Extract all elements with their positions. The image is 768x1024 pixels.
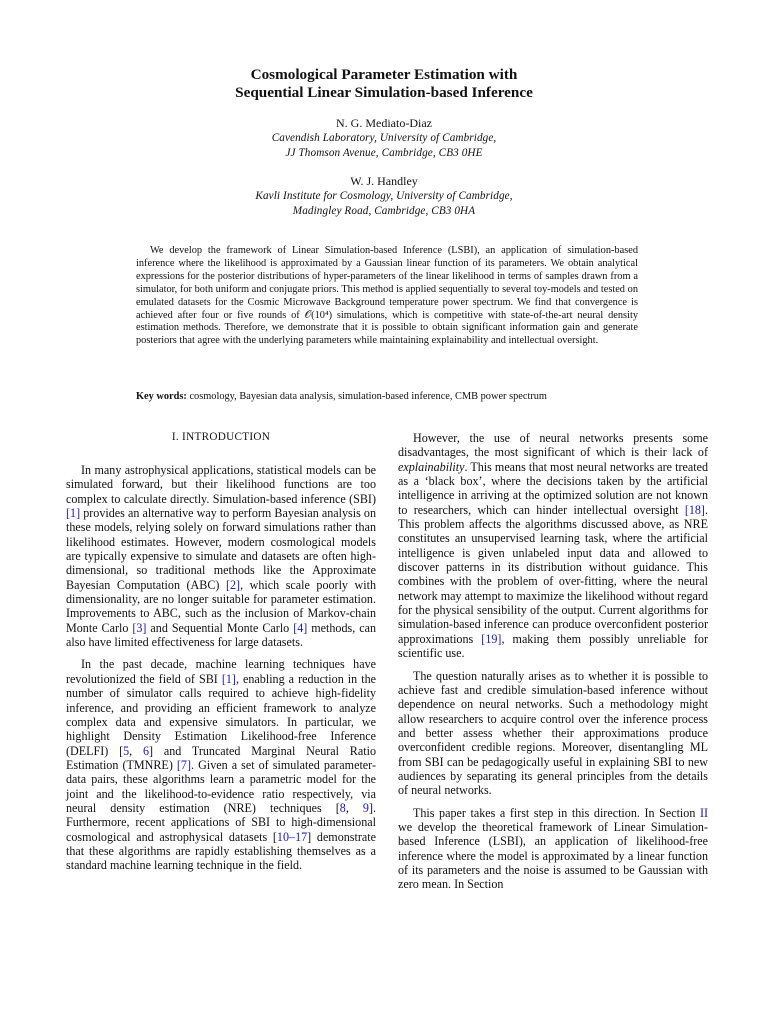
paragraph-text: . This problem affects the algorithms discussed above, as NRE constitutes an unsupervised learning task, where the artificial intelligence is given unlabeled input data and allowed to discover patterns in its distribution without guidance. This combines with the problem of over-fitting, where the neural network may attempt to maximize the likelihood without regard for the physical sensibility of the output. Current algorithms for simulation-based inference can produce overconfident posterior approximations xyxy=(398,502,708,646)
paragraph-text: , xyxy=(345,800,363,815)
paragraph-text: , which scale poorly with dimensionality, are no longer suitable for parameter estimation. Improvements to ABC, such as the inclusion of Markov-chain Monte Carlo xyxy=(66,577,377,635)
paper-title xyxy=(0,66,768,102)
title-line-1: Cosmological Parameter Estimation with xyxy=(250,66,518,83)
paragraph-text: ] demonstrate that these algorithms are rapidly establishing themselves as a standard machine learning technique in the field. xyxy=(66,829,376,873)
title-line-2: Sequential Linear Simulation-based Inference xyxy=(235,84,533,101)
paragraph-text: we develop the theoretical framework of Linear Simulation-based Inference (LSBI), an application of likelihood-free inference where the model is approximated by a linear function of its parameters and the noise is assumed to be Gaussian with zero mean. In Section xyxy=(398,819,708,892)
paragraph-text: However, the use of neural networks presents some disadvantages, the most significant of which is their lack of xyxy=(398,431,708,460)
abstract-text: simulations, which is competitive with state-of-the-art neural density estimation methods. Therefore, we demonstrate that it is possible to obtain significant information gain and generate posteriors that agree with the underlying parameters while maintaining explainability and intellectual oversight. xyxy=(136,309,639,347)
citation-link[interactable]: 8 xyxy=(339,800,346,815)
paragraph-text: In many astrophysical applications, statistical models can be simulated forward, but their likelihood functions are too complex to calculate directly. Simulation-based inference (SBI) xyxy=(66,463,376,506)
paragraph-text: , making them possibly unreliable for scientific use. xyxy=(398,631,708,661)
paragraph-text: In the past decade, machine learning techniques have revolutionized the field of SBI xyxy=(66,657,376,686)
citation-link[interactable]: [4] xyxy=(293,620,308,635)
paragraph-text: ] and Truncated Marginal Neural Ratio Estimation (TMNRE) xyxy=(66,743,377,772)
citation-link[interactable]: 5 xyxy=(123,743,130,758)
abstract-math: 𝒪(10⁴) xyxy=(304,309,333,321)
citation-link[interactable]: [2] xyxy=(225,577,241,592)
paragraph xyxy=(66,463,376,649)
paragraph xyxy=(398,431,708,661)
author-affiliation: Madingley Road, Cambridge, CB3 0HA xyxy=(292,205,476,217)
paragraph-text: ]. Furthermore, recent applications of SBI to high-dimensional cosmological and astrophysical datasets [ xyxy=(66,800,377,844)
citation-link[interactable]: [3] xyxy=(132,620,147,635)
citation-link[interactable]: [19] xyxy=(481,631,502,646)
citation-link[interactable]: [7] xyxy=(176,757,192,772)
paragraph-text: provides an alternative way to perform Bayesian analysis on these models, relying solely on forward simulations rather than likelihood estimates. However, modern cosmological models are typically expensive to simulate and datasets are often high-dimensional, so traditional methods like the Approximate Bayesian Computation (ABC) xyxy=(66,506,376,592)
citation-link[interactable]: 10–17 xyxy=(276,829,308,844)
paragraph-text: . Given a set of simulated parameter-data pairs, these algorithms learn a parametric model for the joint and the likelihood-to-evidence ratio respectively, via neural density estimation (NRE) techniques [ xyxy=(66,757,376,815)
paragraph-text: This paper takes a first step in this direction. In Section xyxy=(413,805,700,820)
paragraph xyxy=(398,806,708,892)
keywords xyxy=(136,390,646,403)
citation-link[interactable]: [1] xyxy=(221,671,236,686)
author-affiliation: Kavli Institute for Cosmology, University of Cambridge, xyxy=(255,190,513,202)
keywords-text: cosmology, Bayesian data analysis, simulation-based inference, CMB power spectrum xyxy=(186,391,547,402)
citation-link[interactable]: [18] xyxy=(684,502,705,517)
author-affiliation: Cavendish Laboratory, University of Cambridge, xyxy=(271,132,497,144)
paragraph-text: . This means that most neural networks are treated as a ‘black box’, where the decisions taken by the artificial intelligence in arriving at the optimized solution are not known to researchers, which can hinder intellectual oversight xyxy=(398,459,708,517)
author-block-1 xyxy=(0,116,768,161)
author-block-2 xyxy=(0,174,768,219)
section-link[interactable]: II xyxy=(699,805,708,820)
author-name: W. J. Handley xyxy=(350,174,418,188)
citation-link[interactable]: 9 xyxy=(362,800,369,815)
paragraph-text: , enabling a reduction in the number of simulator calls required to achieve high-fidelity inference, and providing an efficient framework to analyze complex data and expensive simulators. In particular, we highlight Density Estimation Likelihood-free Inference (DELFI) [ xyxy=(66,671,376,758)
author-affiliation: JJ Thomson Avenue, Cambridge, CB3 0HE xyxy=(285,147,483,159)
author-name: N. G. Mediato-Diaz xyxy=(336,116,432,130)
abstract xyxy=(136,245,638,348)
paragraph-text: , xyxy=(129,743,143,758)
citation-link[interactable]: [1] xyxy=(66,506,81,521)
abstract-text: We develop the framework of Linear Simulation-based Inference (LSBI), an application of simulation-based inference where the likelihood is approximated by a Gaussian linear function of its parameters. We obtain analytical expressions for the posterior distributions of hyper-parameters of the linear likelihood in terms of samples drawn from a simulator, for both uniform and conjugate priors. This method is applied sequentially to several toy-models and tested on emulated datasets for the Cosmic Microwave Background temperature power spectrum. We find that convergence is achieved after four or five rounds of xyxy=(136,245,638,321)
left-column xyxy=(66,430,376,881)
right-column xyxy=(398,431,708,900)
section-heading: I. INTRODUCTION xyxy=(171,431,271,443)
paragraph xyxy=(66,657,376,872)
paragraph-text: methods, can also have limited effectiveness for large datasets. xyxy=(66,620,376,650)
emphasis-text: explainability xyxy=(398,459,465,474)
paragraph: The question naturally arises as to whether it is possible to achieve fast and credible simulation-based inference without dependence on neural networks. Such a methodology might allow researchers to acquire control over the inference process and better assess whether their approximations produce overconfident credible regions. Moreover, disentangling ML from SBI can be pedagogically useful in explaining SBI to new audiences by separating its general principles from the details of neural networks. xyxy=(398,668,708,798)
citation-link[interactable]: 6 xyxy=(142,743,150,758)
keywords-label: Key words: xyxy=(136,391,187,402)
paragraph-text: and Sequential Monte Carlo xyxy=(146,620,294,635)
